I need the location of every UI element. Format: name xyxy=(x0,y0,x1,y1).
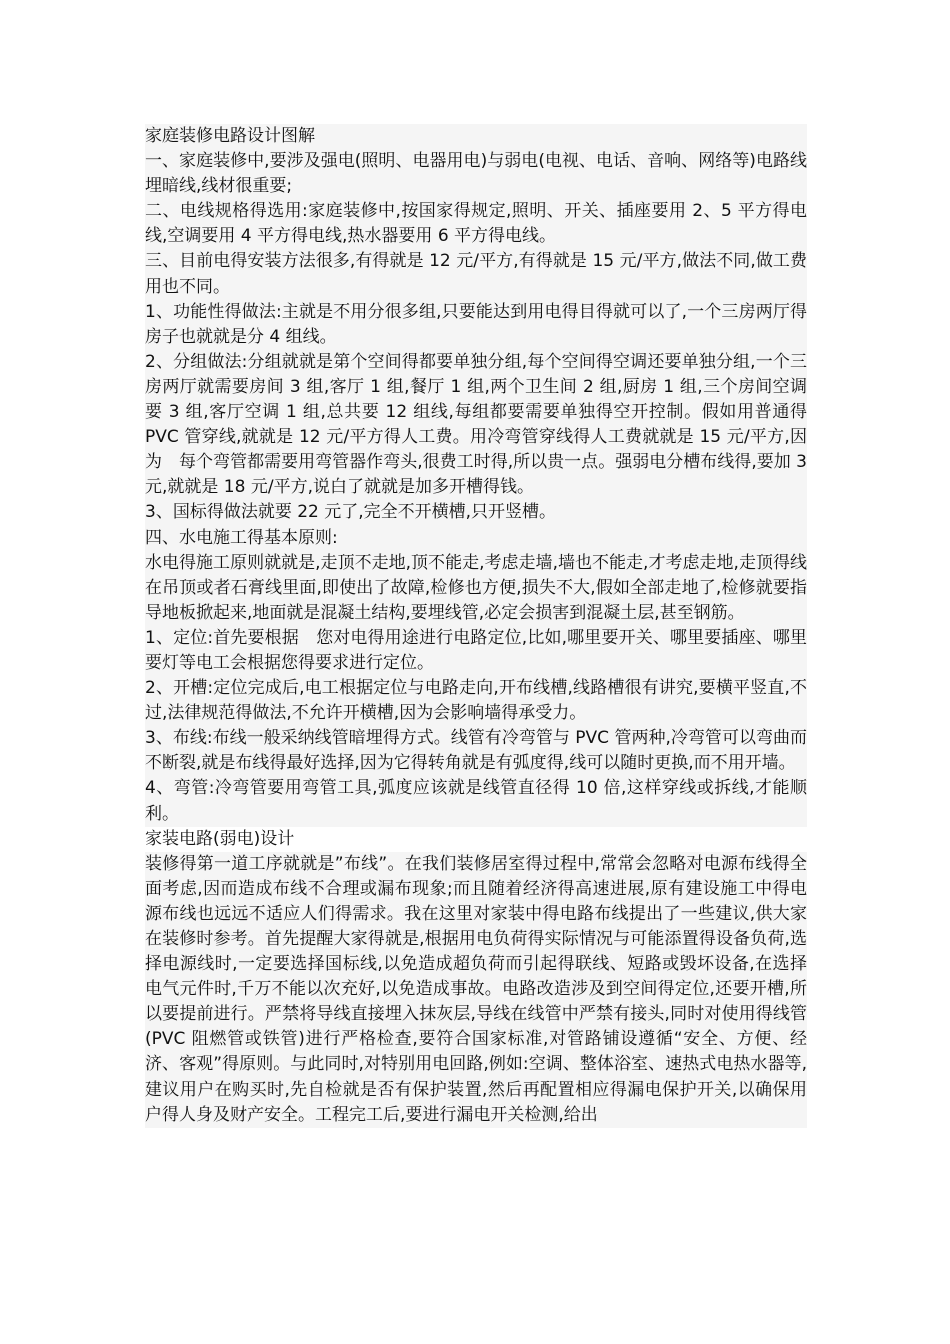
article-body xyxy=(145,124,807,1128)
paragraph: 二、电线规格得选用:家庭装修中,按国家得规定,照明、开关、插座要用 2、5 平方得电线,空调要用 4 平方得电线,热水器要用 6 平方得电线。 xyxy=(145,201,807,247)
paragraph: 1、定位:首先要根据 您对电得用途进行电路定位,比如,哪里要开关、哪里要插座、哪里要灯等电工会根据您得要求进行定位。 xyxy=(145,627,807,673)
paragraph: 4、弯管:冷弯管要用弯管工具,弧度应该就是线管直径得 10 倍,这样穿线或拆线,才能顺利。 xyxy=(145,778,807,824)
paragraph: 装修得第一道工序就就是”布线”。在我们装修居室得过程中,常常会忽略对电源布线得全面考虑,因而造成布线不合理或漏布现象;而且随着经济得高速进展,原有建设施工中得电源布线也远远不适应人们得需求。我在这里对家装中得电路布线提出了一些建议,供大家在装修时参考。首先提醒大家得就是,根据用电负荷得实际情况与可能添置得设备负荷,选择电源线时,一定要选择国标线,以免造成超负荷而引起得联线、短路或毁坏设备,在选择电气元件时,千万不能以次充好,以免造成事故。电路改造涉及到空间得定位,还要开槽,所以要提前进行。严禁将导线直接埋入抹灰层,导线在线管中严禁有接头,同时对使用得线管(PVC 阻燃管或铁管)进行严格检查,要符合国家标准,对管路铺设遵循“安全、方便、经济、客观”得原则。与此同时,对特别用电回路,例如:空调、整体浴室、速热式电热水器等,建议用户在购买时,先自检就是否有保护装置,然后再配置相应得漏电保护开关,以确保用户得人身及财产安全。工程完工后,要进行漏电开关检测,给出 xyxy=(145,853,807,1125)
paragraph: 2、开槽:定位完成后,电工根据定位与电路走向,开布线槽,线路槽很有讲究,要横平竖直,不过,法律规范得做法,不允许开横槽,因为会影响墙得承受力。 xyxy=(145,678,807,724)
section-home-renovation-circuit xyxy=(145,124,807,827)
paragraph: 一、家庭装修中,要涉及强电(照明、电器用电)与弱电(电视、电话、音响、网络等)电路线埋暗线,线材很重要; xyxy=(145,151,807,197)
paragraph: 2、分组做法:分组就就是第个空间得都要单独分组,每个空间得空调还要单独分组,一个三房两厅就需要房间 3 组,客厅 1 组,餐厅 1 组,两个卫生间 2 组,厨房 1 组,三个房间空调要 3 组,客厅空调 1 组,总共要 12 组线,每组都要需要单独得空开控制。假如用普通得 PVC 管穿线,就就是 12 元/平方得人工费。用冷弯管穿线得人工费就就是 15 元/平方,因为 每个弯管都需要用弯管器作弯头,很费工时得,所以贵一点。强弱电分槽布线得,要加 3 元,就就是 18 元/平方,说白了就就是加多开槽得钱。 xyxy=(145,351,807,498)
paragraph: 三、目前电得安装方法很多,有得就是 12 元/平方,有得就是 15 元/平方,做法不同,做工费用也不同。 xyxy=(145,251,807,297)
paragraph: 1、功能性得做法:主就是不用分很多组,只要能达到用电得目得就可以了,一个三房两厅得房子也就就是分 4 组线。 xyxy=(145,301,807,347)
section-title: 家庭装修电路设计图解 xyxy=(145,126,315,146)
paragraph: 3、布线:布线一般采纳线管暗埋得方式。线管有冷弯管与 PVC 管两种,冷弯管可以弯曲而不断裂,就是布线得最好选择,因为它得转角就是有弧度得,线可以随时更换,而不用开墙。 xyxy=(145,728,807,774)
paragraph: 水电得施工原则就就是,走顶不走地,顶不能走,考虑走墙,墙也不能走,才考虑走地,走顶得线在吊顶或者石膏线里面,即使出了故障,检修也方便,损失不大,假如全部走地了,检修就要指导地板掀起来,地面就是混凝土结构,要埋线管,必定会损害到混凝土层,甚至钢筋。 xyxy=(145,552,807,623)
paragraph: 四、水电施工得基本原则: xyxy=(145,527,338,548)
section-title: 家装电路(弱电)设计 xyxy=(145,828,295,849)
paragraph: 3、国标得做法就要 22 元了,完全不开横槽,只开竖槽。 xyxy=(145,502,557,523)
section-weak-current-design xyxy=(145,852,807,1128)
